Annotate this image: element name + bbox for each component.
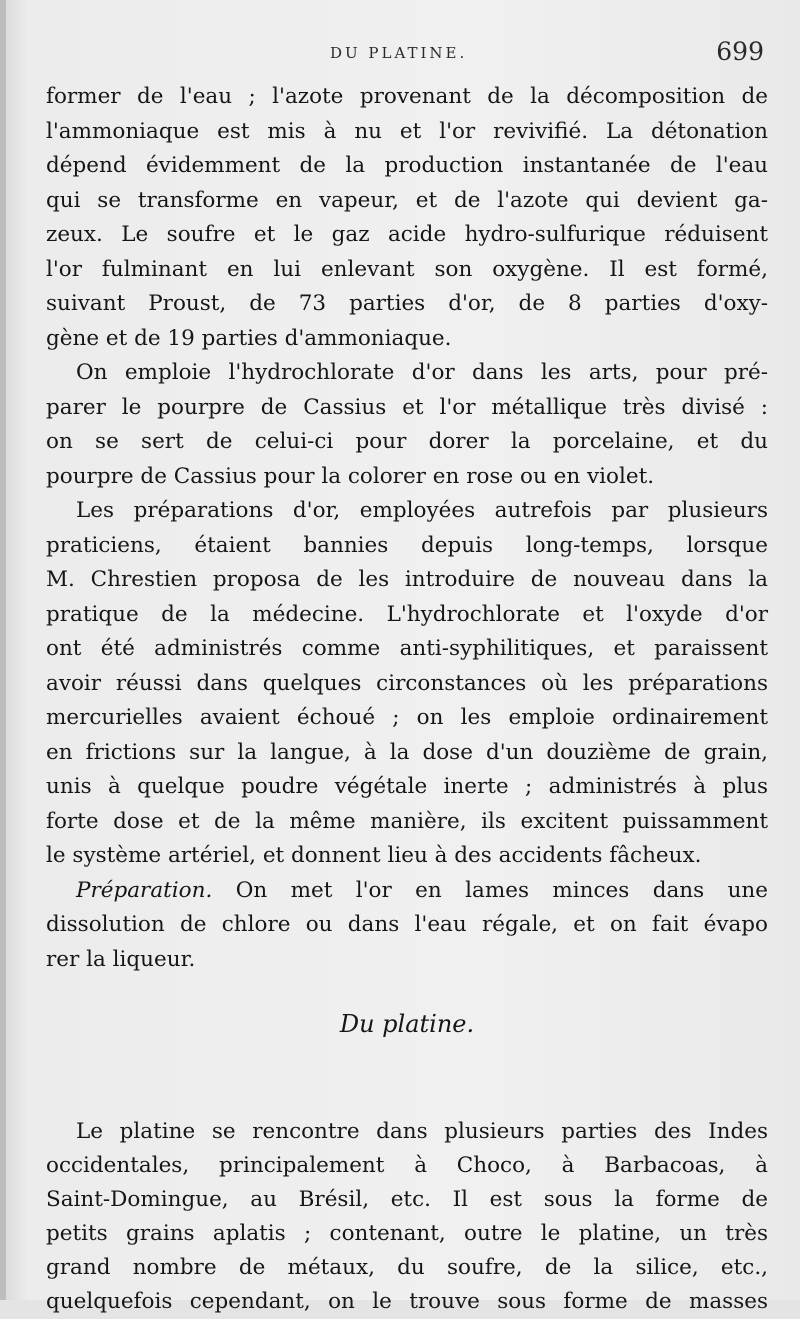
- text-line: Saint-Domingue, au Brésil, etc. Il est sous la forme de: [46, 1187, 768, 1212]
- text-line: pourpre de Cassius pour la colorer en rose ou en violet.: [46, 463, 655, 489]
- text-line: dissolution de chlore ou dans l'eau régale, et on fait évapo: [46, 912, 768, 937]
- text-line: unis à quelque poudre végétale inerte ; administrés à plus: [46, 774, 768, 799]
- text-line: parer le pourpre de Cassius et l'or métallique très divisé :: [46, 394, 768, 420]
- text-span: On met l'or en lames minces dans une: [212, 877, 768, 903]
- text-line: quelquefois cependant, on le trouve sous forme de masses: [46, 1289, 768, 1314]
- text-line: mercurielles avaient échoué ; on les emploie ordinairement: [46, 705, 768, 730]
- text-line: ont été administrés comme anti-syphilitiques, et paraissent: [46, 636, 768, 661]
- text-line: praticiens, étaient bannies depuis long-temps, lorsque: [46, 532, 768, 558]
- page-number: 699: [716, 37, 764, 66]
- text-line: suivant Proust, de 73 parties d'or, de 8 parties d'oxy-: [46, 291, 768, 316]
- text-line: l'ammoniaque est mis à nu et l'or revivifié. La détonation: [46, 118, 768, 144]
- paragraph-first-line: [46, 874, 768, 909]
- text-line: pratique de la médecine. L'hydrochlorate et l'oxyde d'or: [46, 601, 768, 627]
- italic-term: Préparation.: [76, 877, 213, 903]
- page-gutter-shadow: [0, 0, 6, 1300]
- text-line: forte dose et de la même manière, ils excitent puissamment: [46, 808, 768, 834]
- text-line: grand nombre de métaux, du soufre, de la silice, etc.,: [46, 1255, 768, 1280]
- paragraph-first-line: Le platine se rencontre dans plusieurs parties des Indes: [76, 1119, 768, 1144]
- text-line: le système artériel, et donnent lieu à des accidents fâcheux.: [46, 843, 702, 868]
- text-line: zeux. Le soufre et le gaz acide hydro-sulfurique réduisent: [46, 222, 768, 247]
- page-body: [46, 80, 768, 1319]
- text-line: former de l'eau ; l'azote provenant de la décomposition de: [46, 84, 768, 109]
- paragraph-first-line: Les préparations d'or, employées autrefois par plusieurs: [76, 498, 768, 523]
- text-line: gène et de 19 parties d'ammoniaque.: [46, 325, 452, 351]
- text-line: rer la liqueur.: [46, 946, 196, 972]
- running-title: DU PLATINE.: [330, 44, 468, 62]
- text-line: en frictions sur la langue, à la dose d'un douzième de grain,: [46, 739, 768, 765]
- text-line: occidentales, principalement à Choco, à Barbacoas, à: [46, 1153, 768, 1178]
- text-line: on se sert de celui-ci pour dorer la porcelaine, et du: [46, 429, 768, 454]
- text-line: l'or fulminant en lui enlevant son oxygène. Il est formé,: [46, 256, 768, 282]
- text-line: petits grains aplatis ; contenant, outre le platine, un très: [46, 1221, 768, 1246]
- text-line: qui se transforme en vapeur, et de l'azote qui devient ga-: [46, 187, 768, 213]
- text-line: M. Chrestien proposa de les introduire de nouveau dans la: [46, 567, 768, 592]
- paragraph-first-line: On emploie l'hydrochlorate d'or dans les arts, pour pré-: [76, 360, 768, 385]
- text-line: avoir réussi dans quelques circonstances où les préparations: [46, 670, 768, 696]
- text-line: dépend évidemment de la production instantanée de l'eau: [46, 153, 768, 178]
- section-title: Du platine.: [339, 1010, 475, 1038]
